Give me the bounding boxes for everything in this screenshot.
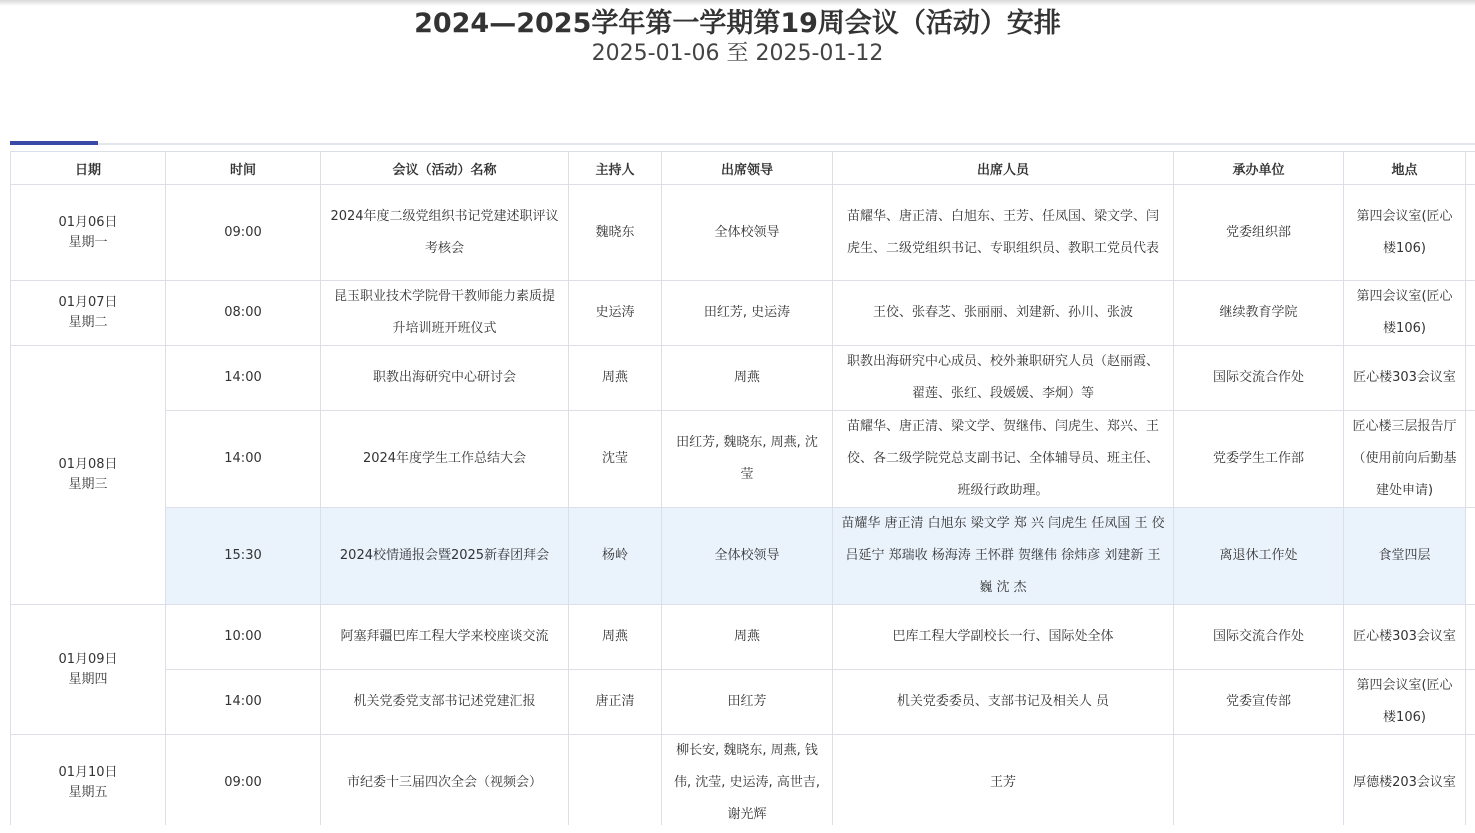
col-header-location: 地点 <box>1344 152 1466 185</box>
event-time: 09:00 <box>166 185 321 281</box>
date-range: 2025-01-06 至 2025-01-12 <box>591 41 884 66</box>
event-location: 第四会议室(匠心楼106) <box>1344 281 1466 346</box>
event-location: 厚德楼203会议室 <box>1344 735 1466 832</box>
event-organizer: 继续教育学院 <box>1174 281 1344 346</box>
event-name: 2024校情通报会暨2025新春团拜会 <box>321 508 569 605</box>
weekday-text: 星期五 <box>68 785 108 800</box>
event-leaders: 全体校领导 <box>662 508 833 605</box>
event-location: 匠心楼303会议室 <box>1344 605 1466 670</box>
extra-cell <box>1466 508 1475 605</box>
bottom-clip <box>0 825 1475 833</box>
event-attendees: 苗耀华、唐正清、白旭东、王芳、任凤国、梁文学、闫虎生、二级党组织书记、专职组织员、教职工党员代表 <box>833 185 1174 281</box>
event-attendees: 巴库工程大学副校长一行、国际处全体 <box>833 605 1174 670</box>
event-name: 2024年度二级党组织书记党建述职评议考核会 <box>321 185 569 281</box>
table-row <box>11 508 1475 605</box>
table-header <box>11 152 1475 185</box>
event-time: 14:00 <box>166 346 321 411</box>
event-organizer: 国际交流合作处 <box>1174 605 1344 670</box>
extra-cell <box>1466 281 1475 346</box>
table-row <box>11 670 1475 735</box>
table-row <box>11 411 1475 508</box>
tab-active-indicator[interactable] <box>10 141 98 145</box>
event-time: 10:00 <box>166 605 321 670</box>
event-location: 第四会议室(匠心楼106) <box>1344 185 1466 281</box>
event-location: 食堂四层 <box>1344 508 1466 605</box>
col-header-name: 会议（活动）名称 <box>321 152 569 185</box>
date-text: 01月08日 <box>58 457 118 472</box>
event-name: 市纪委十三届四次全会（视频会） <box>321 735 569 832</box>
date-cell <box>11 735 166 832</box>
event-leaders: 周燕 <box>662 605 833 670</box>
event-leaders: 田红芳, 史运涛 <box>662 281 833 346</box>
event-organizer: 党委宣传部 <box>1174 670 1344 735</box>
event-host: 沈莹 <box>569 411 662 508</box>
col-header-leaders: 出席领导 <box>662 152 833 185</box>
event-organizer: 离退休工作处 <box>1174 508 1344 605</box>
col-header-host: 主持人 <box>569 152 662 185</box>
extra-cell <box>1466 605 1475 670</box>
weekday-text: 星期二 <box>68 315 108 330</box>
date-cell <box>11 281 166 346</box>
weekday-text: 星期三 <box>68 477 108 492</box>
event-time: 15:30 <box>166 508 321 605</box>
page-title: 2024—2025学年第一学期第19周会议（活动）安排 <box>414 8 1061 39</box>
event-name: 阿塞拜疆巴库工程大学来校座谈交流 <box>321 605 569 670</box>
extra-cell <box>1466 411 1475 508</box>
event-organizer: 党委组织部 <box>1174 185 1344 281</box>
table-row <box>11 185 1475 281</box>
event-time: 14:00 <box>166 411 321 508</box>
event-location: 匠心楼三层报告厅（使用前向后勤基建处申请) <box>1344 411 1466 508</box>
col-header-time: 时间 <box>166 152 321 185</box>
event-leaders: 田红芳, 魏晓东, 周燕, 沈莹 <box>662 411 833 508</box>
event-host: 魏晓东 <box>569 185 662 281</box>
event-attendees: 苗耀华 唐正清 白旭东 梁文学 郑 兴 闫虎生 任凤国 王 佼 吕延宁 郑瑞收 杨海涛 王怀群 贺继伟 徐炜彦 刘建新 王 巍 沈 杰 <box>833 508 1174 605</box>
col-header-attendees: 出席人员 <box>833 152 1174 185</box>
event-time: 14:00 <box>166 670 321 735</box>
event-organizer: 国际交流合作处 <box>1174 346 1344 411</box>
table-row <box>11 735 1475 832</box>
event-organizer <box>1174 735 1344 832</box>
event-time: 09:00 <box>166 735 321 832</box>
extra-cell <box>1466 670 1475 735</box>
tab-underline <box>10 143 1475 145</box>
event-attendees: 职教出海研究中心成员、校外兼职研究人员（赵丽霞、翟莲、张红、段媛媛、李炯）等 <box>833 346 1174 411</box>
event-organizer: 党委学生工作部 <box>1174 411 1344 508</box>
extra-cell <box>1466 735 1475 832</box>
event-name: 2024年度学生工作总结大会 <box>321 411 569 508</box>
date-text: 01月06日 <box>58 214 118 230</box>
date-text: 01月09日 <box>58 651 118 667</box>
event-attendees: 机关党委委员、支部书记及相关人 员 <box>833 670 1174 735</box>
event-attendees: 王佼、张春芝、张丽丽、刘建新、孙川、张波 <box>833 281 1174 346</box>
extra-cell <box>1466 185 1475 281</box>
event-leaders: 周燕 <box>662 346 833 411</box>
weekday-text: 星期四 <box>68 671 108 687</box>
date-cell <box>11 346 166 605</box>
event-name: 机关党委党支部书记述党建汇报 <box>321 670 569 735</box>
table-row <box>11 346 1475 411</box>
event-attendees: 苗耀华、唐正清、梁文学、贺继伟、闫虎生、郑兴、王佼、各二级学院党总支副书记、全体辅导员、班主任、班级行政助理。 <box>833 411 1174 508</box>
weekday-text: 星期一 <box>68 234 108 250</box>
date-cell <box>11 605 166 735</box>
event-host: 杨岭 <box>569 508 662 605</box>
event-host: 周燕 <box>569 346 662 411</box>
event-host: 史运涛 <box>569 281 662 346</box>
event-leaders: 柳长安, 魏晓东, 周燕, 钱伟, 沈莹, 史运涛, 高世吉, 谢光辉 <box>662 735 833 832</box>
event-leaders: 全体校领导 <box>662 185 833 281</box>
event-location: 第四会议室(匠心楼106) <box>1344 670 1466 735</box>
event-name: 昆玉职业技术学院骨干教师能力素质提升培训班开班仪式 <box>321 281 569 346</box>
col-header-extra <box>1466 152 1475 185</box>
event-leaders: 田红芳 <box>662 670 833 735</box>
event-name: 职教出海研究中心研讨会 <box>321 346 569 411</box>
date-text: 01月07日 <box>58 295 118 310</box>
table-row <box>11 605 1475 670</box>
event-host: 周燕 <box>569 605 662 670</box>
date-text: 01月10日 <box>58 765 118 780</box>
date-cell <box>11 185 166 281</box>
event-host: 唐正清 <box>569 670 662 735</box>
table-row <box>11 281 1475 346</box>
col-header-date: 日期 <box>11 152 166 185</box>
extra-cell <box>1466 346 1475 411</box>
col-header-organizer: 承办单位 <box>1174 152 1344 185</box>
table-body <box>11 185 1475 832</box>
event-attendees: 王芳 <box>833 735 1174 832</box>
event-time: 08:00 <box>166 281 321 346</box>
event-location: 匠心楼303会议室 <box>1344 346 1466 411</box>
schedule-table <box>10 151 1475 832</box>
event-host <box>569 735 662 832</box>
